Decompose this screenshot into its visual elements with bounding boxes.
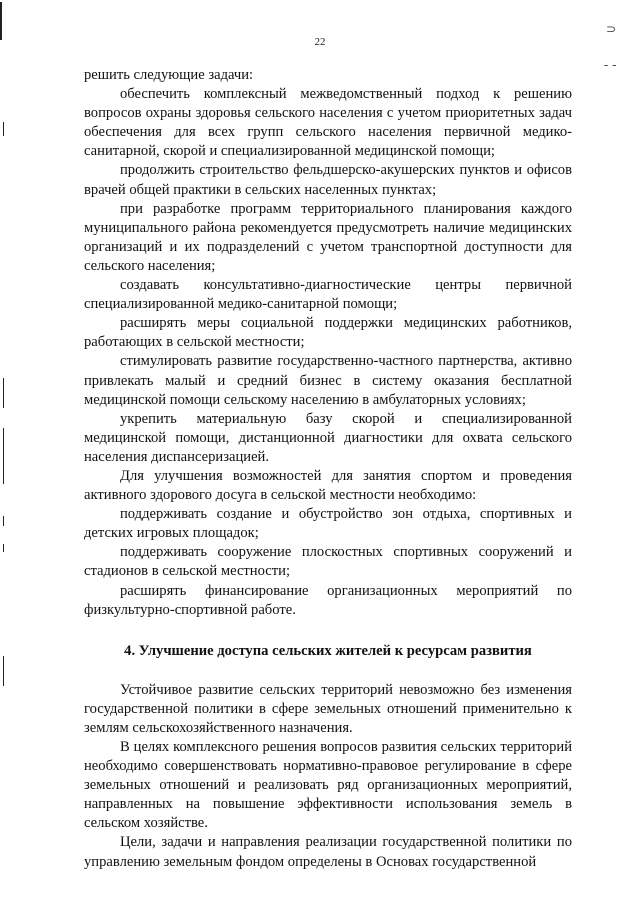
paragraph: В целях комплексного решения вопросов развития сельских территорий необходимо совершенствовать нормативно-правовое регулирование в сфере земельных отношений и реализовать ряд организационных мероприятий, направленных на повышение эффективности использования земель в сельском хозяйстве. — [84, 739, 572, 832]
scan-corner-mark: ⊃ — [606, 22, 617, 36]
scan-margin-tick — [3, 656, 4, 686]
scan-margin-tick — [3, 378, 4, 408]
scan-margin-tick — [3, 544, 4, 552]
paragraph: расширять финансирование организационных мероприятий по физкультурно-спортивной работе. — [84, 582, 572, 618]
paragraph: Для улучшения возможностей для занятия спортом и проведения активного здорового досуга в сельской местности необходимо: — [84, 467, 572, 504]
paragraph: продолжить строительство фельдшерско-акушерских пунктов и офисов врачей общей практики в сельских населенных пунктах; — [84, 162, 572, 198]
paragraph: Цели, задачи и направления реализации государственной политики по управлению земельным фондом определены в Основах государственной — [84, 834, 572, 870]
paragraph: создавать консультативно-диагностические центры первичной специализированной медико-санитарной помощи; — [84, 277, 572, 313]
paragraph: поддерживать создание и обустройство зон отдыха, спортивных и детских игровых площадок; — [84, 506, 572, 542]
paragraph: при разработке программ территориального планирования каждого муниципального района рекомендуется предусмотреть наличие медицинских организаций и их подразделений с учетом транспортной доступности для сельского населения; — [84, 200, 572, 274]
paragraph: расширять меры социальной поддержки медицинских работников, работающих в сельской местности; — [84, 315, 572, 351]
paragraph: обеспечить комплексный межведомственный подход к решению вопросов охраны здоровья сельского населения с учетом приоритетных задач обеспечения для всех групп сельского населения первичной медико-санитарной, скорой и специализированной медицинской помощи; — [84, 86, 572, 160]
page-number: 22 — [314, 36, 326, 48]
scan-corner-dash: - - — [604, 58, 617, 72]
paragraph: Устойчивое развитие сельских территорий невозможно без изменения государственной политики в сфере земельных отношений применительно к землям сельскохозяйственного назначения. — [84, 681, 572, 736]
paragraph: стимулировать развитие государственно-частного партнерства, активно привлекать малый и средний бизнес в систему оказания бесплатной медицинской помощи сельскому населению в амбулаторных условиях; — [84, 353, 572, 408]
scan-margin-tick — [3, 516, 4, 526]
paragraph: укрепить материальную базу скорой и специализированной медицинской помощи, дистанционной диагностики для охвата сельского населения диспансеризацией. — [84, 410, 572, 465]
paragraph: поддерживать сооружение плоскостных спортивных сооружений и стадионов в сельской местности; — [84, 544, 572, 580]
scan-margin-tick — [3, 428, 4, 484]
scan-left-edge-line — [0, 2, 2, 40]
section-heading: 4. Улучшение доступа сельских жителей к ресурсам развития — [124, 642, 532, 659]
body-text — [84, 66, 572, 872]
scan-margin-tick — [3, 122, 4, 136]
intro-line: решить следующие задачи: — [84, 67, 254, 83]
